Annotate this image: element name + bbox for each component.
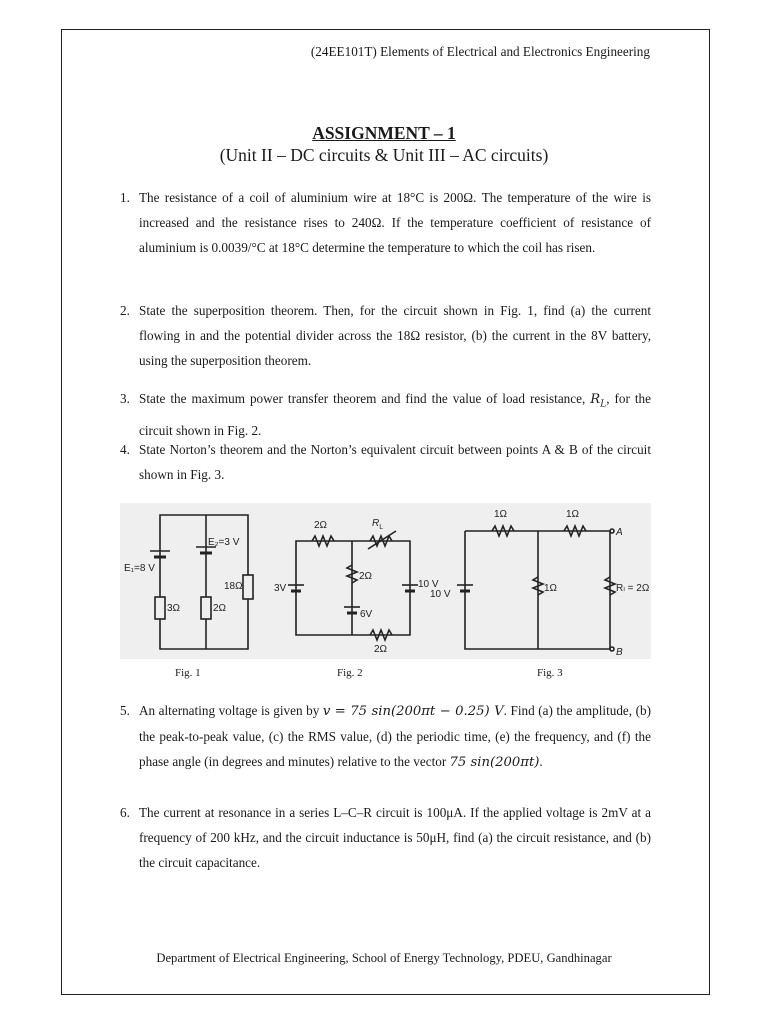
fig2-rl-label: $R_L$	[372, 518, 384, 531]
fig3-r1a-label: 1Ω	[494, 509, 508, 520]
question-text: State the superposition theorem. Then, for the circuit shown in Fig. 1, find (a) the current flowing in and the potential divider across the 18Ω resistor, (b) the current in the 8V battery, using the superposition theorem.	[139, 303, 651, 368]
assignment-subtitle: (Unit II – DC circuits & Unit III – AC circuits)	[219, 145, 549, 165]
question-text: State the maximum power transfer theorem and find the value of load resistance, $R_L$, for the circuit shown in Fig. 2.	[139, 391, 651, 438]
question-6	[120, 800, 651, 875]
math-reference-vector: 75 sin(200πt)	[449, 755, 540, 770]
fig3-src10-label: 10 V	[430, 589, 451, 600]
fig2-rbot-label: 2Ω	[374, 644, 388, 655]
question-text: An alternating voltage is given by v = 75 sin(200πt − 0.25) V. Find (a) the amplitude, (b) the peak-to-peak value, (c) the RMS value, (d) the periodic time, (e) the frequency, and (f) the phase angle (in degrees and minutes) relative to the vector 75 sin(200πt).	[139, 703, 652, 770]
question-4	[120, 437, 651, 487]
fig3-caption: Fig. 3	[537, 667, 563, 679]
assignment-title: ASSIGNMENT – 1	[312, 123, 456, 143]
fig2-src10-label: 10 V	[418, 579, 439, 590]
fig1-r2-label: 2Ω	[213, 603, 227, 614]
question-number: 3.	[120, 391, 130, 406]
fig2-src3-label: 3V	[274, 583, 287, 594]
question-2	[120, 298, 651, 373]
question-1	[120, 185, 651, 260]
department-footer: Department of Electrical Engineering, School of Energy Technology, PDEU, Gandhinagar	[156, 951, 612, 965]
fig1-e1-label: E₁=8 V	[124, 563, 155, 574]
fig1-caption: Fig. 1	[175, 667, 201, 679]
circuit-diagrams	[120, 503, 651, 659]
question-number: 1.	[120, 190, 130, 205]
course-header: (24EE101T) Elements of Electrical and Electronics Engineering	[310, 44, 650, 59]
question-number: 6.	[120, 805, 130, 820]
fig3-rmid-label: 1Ω	[544, 583, 558, 594]
fig3-a-label: A	[616, 527, 623, 538]
question-number: 5.	[120, 703, 130, 718]
fig1-e2-label: E₂=3 V	[208, 537, 240, 548]
fig1-r3-label: 3Ω	[167, 603, 181, 614]
fig3-b-label: B	[616, 647, 623, 658]
fig3-r1b-label: 1Ω	[566, 509, 580, 520]
question-number: 2.	[120, 303, 130, 318]
math-voltage-expression: v = 75 sin(200πt − 0.25) V	[322, 704, 504, 719]
question-text: The resistance of a coil of aluminium wire at 18°C is 200Ω. The temperature of the wire is increased and the resistance rises to 240Ω. If the temperature coefficient of resistance of aluminium is 0.0039/°C at 18°C determine the temperature to which the coil has risen.	[139, 190, 651, 255]
fig2-src6-label: 6V	[360, 609, 373, 620]
question-text: State Norton’s theorem and the Norton’s equivalent circuit between points A & B of the circuit shown in Fig. 3.	[139, 442, 651, 482]
question-5	[120, 698, 652, 775]
question-number: 4.	[120, 442, 130, 457]
fig3-rl-label: Rₗ = 2Ω	[616, 583, 650, 594]
math-rl: $R_L$	[590, 392, 607, 410]
circuit-figures	[120, 503, 651, 659]
fig2-rmid-label: 2Ω	[359, 571, 373, 582]
question-text: The current at resonance in a series L–C–R circuit is 100μA. If the applied voltage is 2mV at a frequency of 200 kHz, and the circuit inductance is 50μH, find (a) the circuit resistance, and (b) the circuit capacitance.	[139, 805, 651, 870]
fig1-r18-label: 18Ω	[224, 581, 243, 592]
fig2-caption: Fig. 2	[337, 667, 363, 679]
question-3	[120, 386, 651, 443]
fig2-rtop-label: 2Ω	[314, 520, 328, 531]
